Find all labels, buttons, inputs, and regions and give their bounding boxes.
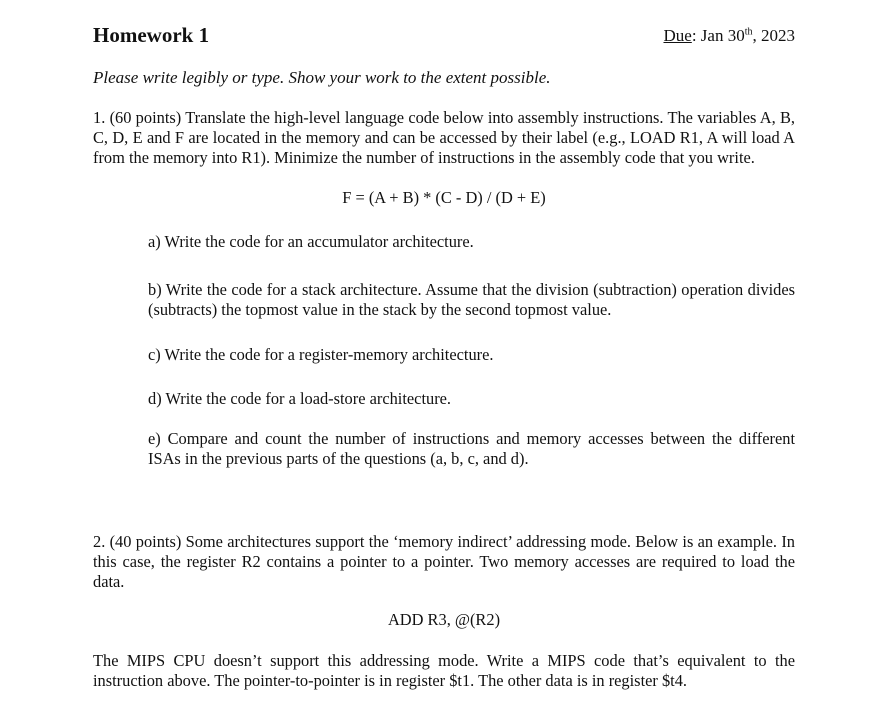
due-colon: : bbox=[691, 26, 697, 45]
question-1-part-a: a) Write the code for an accumulator architecture. bbox=[148, 232, 474, 251]
due-date bbox=[663, 25, 795, 47]
question-1-formula: F = (A + B) * (C - D) / (D + E) bbox=[342, 188, 546, 207]
question-2-example: ADD R3, @(R2) bbox=[387, 610, 501, 629]
question-1-part-b: b) Write the code for a stack architecture. Assume that the division (subtraction) operation divides (subtracts) the topmost value in the stack by the second topmost value. bbox=[148, 280, 795, 319]
question-1-part-c: c) Write the code for a register-memory architecture. bbox=[148, 345, 494, 364]
due-date-ordinal: th bbox=[744, 26, 753, 38]
question-2-followup: The MIPS CPU doesn’t support this addressing mode. Write a MIPS code that’s equivalent to the instruction above. The pointer-to-pointer is in register $t1. The other data is in register $t4. bbox=[93, 651, 795, 690]
due-date-suffix: , 2023 bbox=[752, 26, 795, 45]
question-2-prompt: 2. (40 points) Some architectures support the ‘memory indirect’ addressing mode. Below is an example. In this case, the register R2 contains a pointer to a pointer. Two memory accesses are required to load the data. bbox=[93, 532, 795, 591]
due-label: Due bbox=[663, 26, 692, 45]
question-1-prompt: 1. (60 points) Translate the high-level language code below into assembly instructions. The variables A, B, C, D, E and F are located in the memory and can be accessed by their label (e.g., LOAD R1, A will load A from the memory into R1). Minimize the number of instructions in the assembly code that you write. bbox=[93, 108, 795, 167]
question-1-part-d: d) Write the code for a load-store architecture. bbox=[148, 389, 452, 408]
instructions: Please write legibly or type. Show your work to the extent possible. bbox=[93, 68, 551, 87]
question-1-part-e: e) Compare and count the number of instructions and memory accesses between the different ISAs in the previous parts of the questions (a, b, c, and d). bbox=[148, 429, 795, 468]
due-date-prefix: Jan 30 bbox=[696, 26, 745, 45]
homework-title: Homework 1 bbox=[93, 23, 210, 47]
